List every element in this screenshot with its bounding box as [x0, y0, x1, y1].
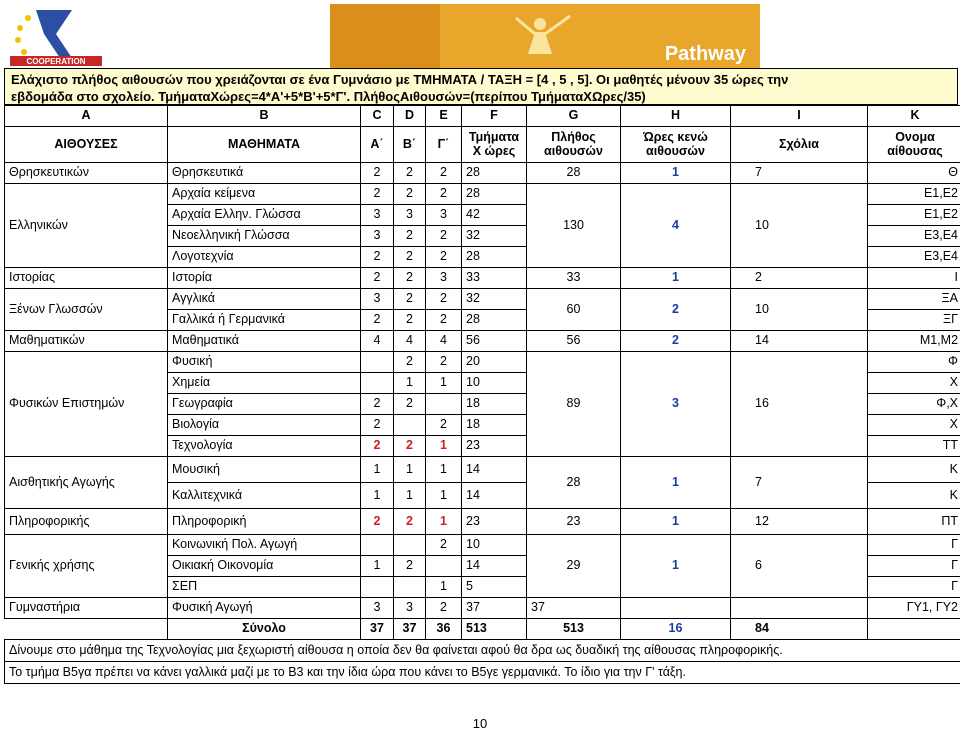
cell-a: 3	[361, 289, 394, 310]
header-a: Α΄	[361, 127, 394, 163]
subject: Ιστορία	[168, 268, 361, 289]
page-number: 10	[0, 716, 960, 731]
subject: ΣΕΠ	[168, 577, 361, 598]
cell-g: 28	[527, 457, 621, 509]
subject: Οικιακή Οικονομία	[168, 556, 361, 577]
cell-c: 1	[426, 436, 462, 457]
cell-f: 10	[462, 535, 527, 556]
cell-c: 2	[426, 226, 462, 247]
subject: Λογοτεχνία	[168, 247, 361, 268]
cell-a: 2	[361, 415, 394, 436]
subject: Καλλιτεχνικά	[168, 483, 361, 509]
cell-c: 2	[426, 289, 462, 310]
cell-h: 1	[621, 163, 731, 184]
col-letter: K	[868, 106, 960, 127]
total-h: 16	[621, 619, 731, 640]
cell-name: Θ	[868, 163, 960, 184]
cell-a: 3	[361, 598, 394, 619]
cell-h: 2	[621, 331, 731, 352]
total-b: 37	[394, 619, 426, 640]
subject: Αρχαία κείμενα	[168, 184, 361, 205]
header-note	[4, 68, 958, 105]
total-c: 36	[426, 619, 462, 640]
cell-f: 14	[462, 556, 527, 577]
header-comments: Σχόλια	[731, 127, 868, 163]
cell-a: 1	[361, 556, 394, 577]
cell-c	[426, 556, 462, 577]
cell-name: Χ	[868, 373, 960, 394]
cell-a: 2	[361, 509, 394, 535]
cell-g: 130	[527, 184, 621, 268]
cell-b	[394, 535, 426, 556]
cell-a	[361, 577, 394, 598]
note-row-2	[5, 662, 960, 684]
group-label: Γυμναστήρια	[5, 598, 168, 619]
cell-name: ΞΓ	[868, 310, 960, 331]
cell-c: 2	[426, 247, 462, 268]
table-row	[5, 331, 960, 352]
cell-name: Χ	[868, 415, 960, 436]
cell-b: 2	[394, 226, 426, 247]
group-label: Πληροφορικής	[5, 509, 168, 535]
cell-a: 3	[361, 226, 394, 247]
group-label: Φυσικών Επιστημών	[5, 352, 168, 457]
col-letter: C	[361, 106, 394, 127]
header-empty-hours: Ώρες κενώ αιθουσών	[621, 127, 731, 163]
cell-b: 2	[394, 289, 426, 310]
cell-h: 4	[621, 184, 731, 268]
cell-name: ΤΤ	[868, 436, 960, 457]
cell-name: Γ	[868, 556, 960, 577]
subject: Γαλλικά ή Γερμανικά	[168, 310, 361, 331]
cell-i: 12	[731, 509, 868, 535]
cell-b: 2	[394, 509, 426, 535]
cell-i: 7	[731, 457, 868, 509]
cell-a: 3	[361, 205, 394, 226]
subject: Μαθηματικά	[168, 331, 361, 352]
cell-f: 20	[462, 352, 527, 373]
cell-c: 1	[426, 577, 462, 598]
header-sections-hours: Τμήματα Χ ώρες	[462, 127, 527, 163]
header-line-2: εβδομάδα στο σχολείο. ΤμήματαΧώρες=4*Α'+5*Β'+5*Γ'. ΠλήθοςΑιθουσών=(περίπου ΤμήματαΧΩρες/35)	[11, 88, 951, 105]
cell-b: 1	[394, 483, 426, 509]
subject: Φυσική	[168, 352, 361, 373]
cell-c: 2	[426, 535, 462, 556]
cell-f: 18	[462, 415, 527, 436]
cell-h: 3	[621, 352, 731, 457]
cell-b: 3	[394, 598, 426, 619]
cell-b: 1	[394, 457, 426, 483]
cell-i: 16	[731, 352, 868, 457]
cell-i	[731, 598, 868, 619]
cell-b: 2	[394, 556, 426, 577]
cell-f: 28	[462, 163, 527, 184]
col-letter: B	[168, 106, 361, 127]
cell-a: 2	[361, 436, 394, 457]
cell-name: Κ	[868, 483, 960, 509]
cell-b	[394, 577, 426, 598]
cell-c: 2	[426, 352, 462, 373]
cell-f: 28	[462, 184, 527, 205]
cell-a	[361, 535, 394, 556]
cell-a: 2	[361, 163, 394, 184]
note-2: Το τμήμα Β5γα πρέπει να κάνει γαλλικά μαζί με το Β3 και την ίδια ώρα που κάνει το Β5γε γερμανικά. Το ίδιο για την Γ' τάξη.	[5, 662, 960, 684]
subject: Φυσική Αγωγή	[168, 598, 361, 619]
total-i: 84	[731, 619, 868, 640]
cell-a: 1	[361, 457, 394, 483]
cell-b: 2	[394, 163, 426, 184]
table-row	[5, 457, 960, 483]
cell-f: 23	[462, 509, 527, 535]
cell-b: 4	[394, 331, 426, 352]
cell-h: 1	[621, 457, 731, 509]
cell-f: 33	[462, 268, 527, 289]
cell-c: 3	[426, 205, 462, 226]
classrooms-table	[4, 105, 960, 684]
cell-c: 1	[426, 457, 462, 483]
total-g: 513	[527, 619, 621, 640]
group-label: Ξένων Γλωσσών	[5, 289, 168, 331]
group-label: Γενικής χρήσης	[5, 535, 168, 598]
cell-name: Φ	[868, 352, 960, 373]
cell-name: Γ	[868, 577, 960, 598]
col-letter: A	[5, 106, 168, 127]
cell-g: 29	[527, 535, 621, 598]
cell-b: 3	[394, 205, 426, 226]
cell-a: 2	[361, 268, 394, 289]
subject: Βιολογία	[168, 415, 361, 436]
totals-row	[5, 619, 960, 640]
cell-g: 60	[527, 289, 621, 331]
table-row	[5, 184, 960, 205]
note-1: Δίνουμε στο μάθημα της Τεχνολογίας μια ξεχωριστή αίθουσα η οποία δεν θα φαίνεται αφού θα δρα ως δυαδική της αίθουσας πληροφορικής.	[5, 640, 960, 662]
cell-c: 2	[426, 598, 462, 619]
subject: Χημεία	[168, 373, 361, 394]
cell-i: 10	[731, 289, 868, 331]
cell-i: 2	[731, 268, 868, 289]
cell-c: 4	[426, 331, 462, 352]
header-line-1: Ελάχιστο πλήθος αιθουσών που χρειάζονται σε ένα Γυμνάσιο με ΤΜΗΜΑΤΑ / ΤΑΞΗ = [4 , 5 , 5]. Οι μαθητές μένουν 35 ώρες την	[11, 71, 951, 88]
cell-f: 28	[462, 247, 527, 268]
cell-name: ΠΤ	[868, 509, 960, 535]
col-letter: G	[527, 106, 621, 127]
subject: Αγγλικά	[168, 289, 361, 310]
col-letter: I	[731, 106, 868, 127]
cell-c: 1	[426, 373, 462, 394]
cell-b: 2	[394, 310, 426, 331]
header-subjects: ΜΑΘΗΜΑΤΑ	[168, 127, 361, 163]
cell-f: 23	[462, 436, 527, 457]
cell-f: 14	[462, 457, 527, 483]
cell-b: 2	[394, 352, 426, 373]
column-letter-row	[5, 106, 960, 127]
col-letter: F	[462, 106, 527, 127]
cell-c: 2	[426, 415, 462, 436]
group-label: Μαθηματικών	[5, 331, 168, 352]
cell-b: 2	[394, 394, 426, 415]
cell-c: 2	[426, 184, 462, 205]
table-row	[5, 598, 960, 619]
cell-f: 32	[462, 289, 527, 310]
table-row	[5, 535, 960, 556]
cell-i: 7	[731, 163, 868, 184]
cell-b: 2	[394, 184, 426, 205]
cell-b	[394, 415, 426, 436]
cell-a: 1	[361, 483, 394, 509]
banner-title: Pathway	[665, 43, 746, 66]
cell-h: 1	[621, 535, 731, 598]
table-row	[5, 289, 960, 310]
cell-g: 23	[527, 509, 621, 535]
cell-g: 28	[527, 163, 621, 184]
cell-name: Γ	[868, 535, 960, 556]
table-row	[5, 352, 960, 373]
cell-f: 14	[462, 483, 527, 509]
cell-i: 14	[731, 331, 868, 352]
cell-c: 3	[426, 268, 462, 289]
cell-name: Μ1,Μ2	[868, 331, 960, 352]
cell-name: Ε1,Ε2	[868, 184, 960, 205]
cell-c: 2	[426, 163, 462, 184]
cell-a	[361, 352, 394, 373]
cell-name: Φ,Χ	[868, 394, 960, 415]
cell-g: 33	[527, 268, 621, 289]
cell-f: 28	[462, 310, 527, 331]
cell-f: 10	[462, 373, 527, 394]
cell-g: 56	[527, 331, 621, 352]
col-letter: E	[426, 106, 462, 127]
eu-cooperation-logo	[6, 4, 106, 66]
header-c: Γ΄	[426, 127, 462, 163]
subject: Πληροφορική	[168, 509, 361, 535]
cell-c: 2	[426, 310, 462, 331]
pathway-banner	[330, 4, 760, 68]
cell-h: 1	[621, 268, 731, 289]
cell-name: Κ	[868, 457, 960, 483]
table-row	[5, 268, 960, 289]
subject: Τεχνολογία	[168, 436, 361, 457]
cell-g: 37	[527, 598, 621, 619]
cell-a: 2	[361, 394, 394, 415]
header-room-count: Πλήθος αιθουσών	[527, 127, 621, 163]
subject: Γεωγραφία	[168, 394, 361, 415]
cell-i: 10	[731, 184, 868, 268]
group-label: Ιστορίας	[5, 268, 168, 289]
subject: Μουσική	[168, 457, 361, 483]
header-room-name: Ονομα αίθουσας	[868, 127, 960, 163]
cell-name: Ε1,Ε2	[868, 205, 960, 226]
cell-b: 2	[394, 436, 426, 457]
subject: Κοινωνική Πολ. Αγωγή	[168, 535, 361, 556]
cell-b: 1	[394, 373, 426, 394]
cell-name: Ε3,Ε4	[868, 226, 960, 247]
cell-f: 42	[462, 205, 527, 226]
total-a: 37	[361, 619, 394, 640]
subject: Νεοελληνική Γλώσσα	[168, 226, 361, 247]
cell-a: 2	[361, 247, 394, 268]
logo-text: COOPERATION	[27, 57, 86, 66]
cell-a: 4	[361, 331, 394, 352]
col-letter: H	[621, 106, 731, 127]
cell-b: 2	[394, 247, 426, 268]
note-row-1	[5, 640, 960, 662]
header-b: Β΄	[394, 127, 426, 163]
cell-f: 32	[462, 226, 527, 247]
cell-f: 37	[462, 598, 527, 619]
group-label: Ελληνικών	[5, 184, 168, 268]
group-label: Αισθητικής Αγωγής	[5, 457, 168, 509]
cell-name: ΞΑ	[868, 289, 960, 310]
cell-c	[426, 394, 462, 415]
cell-a: 2	[361, 310, 394, 331]
cell-f: 5	[462, 577, 527, 598]
cell-h: 1	[621, 509, 731, 535]
header-row	[5, 127, 960, 163]
cell-h	[621, 598, 731, 619]
cell-name: ΓΥ1, ΓΥ2	[868, 598, 960, 619]
subject: Θρησκευτικά	[168, 163, 361, 184]
cell-i: 6	[731, 535, 868, 598]
cell-name: Ι	[868, 268, 960, 289]
table-row	[5, 509, 960, 535]
cell-g: 89	[527, 352, 621, 457]
cell-c: 1	[426, 483, 462, 509]
col-letter: D	[394, 106, 426, 127]
cell-f: 18	[462, 394, 527, 415]
header-rooms: ΑΙΘΟΥΣΕΣ	[5, 127, 168, 163]
cell-a	[361, 373, 394, 394]
subject: Αρχαία Ελλην. Γλώσσα	[168, 205, 361, 226]
cell-f: 56	[462, 331, 527, 352]
total-f: 513	[462, 619, 527, 640]
totals-label: Σύνολο	[168, 619, 361, 640]
cell-name: Ε3,Ε4	[868, 247, 960, 268]
cell-c: 1	[426, 509, 462, 535]
group-label: Θρησκευτικών	[5, 163, 168, 184]
cell-h: 2	[621, 289, 731, 331]
cell-b: 2	[394, 268, 426, 289]
table-row	[5, 163, 960, 184]
cell-a: 2	[361, 184, 394, 205]
